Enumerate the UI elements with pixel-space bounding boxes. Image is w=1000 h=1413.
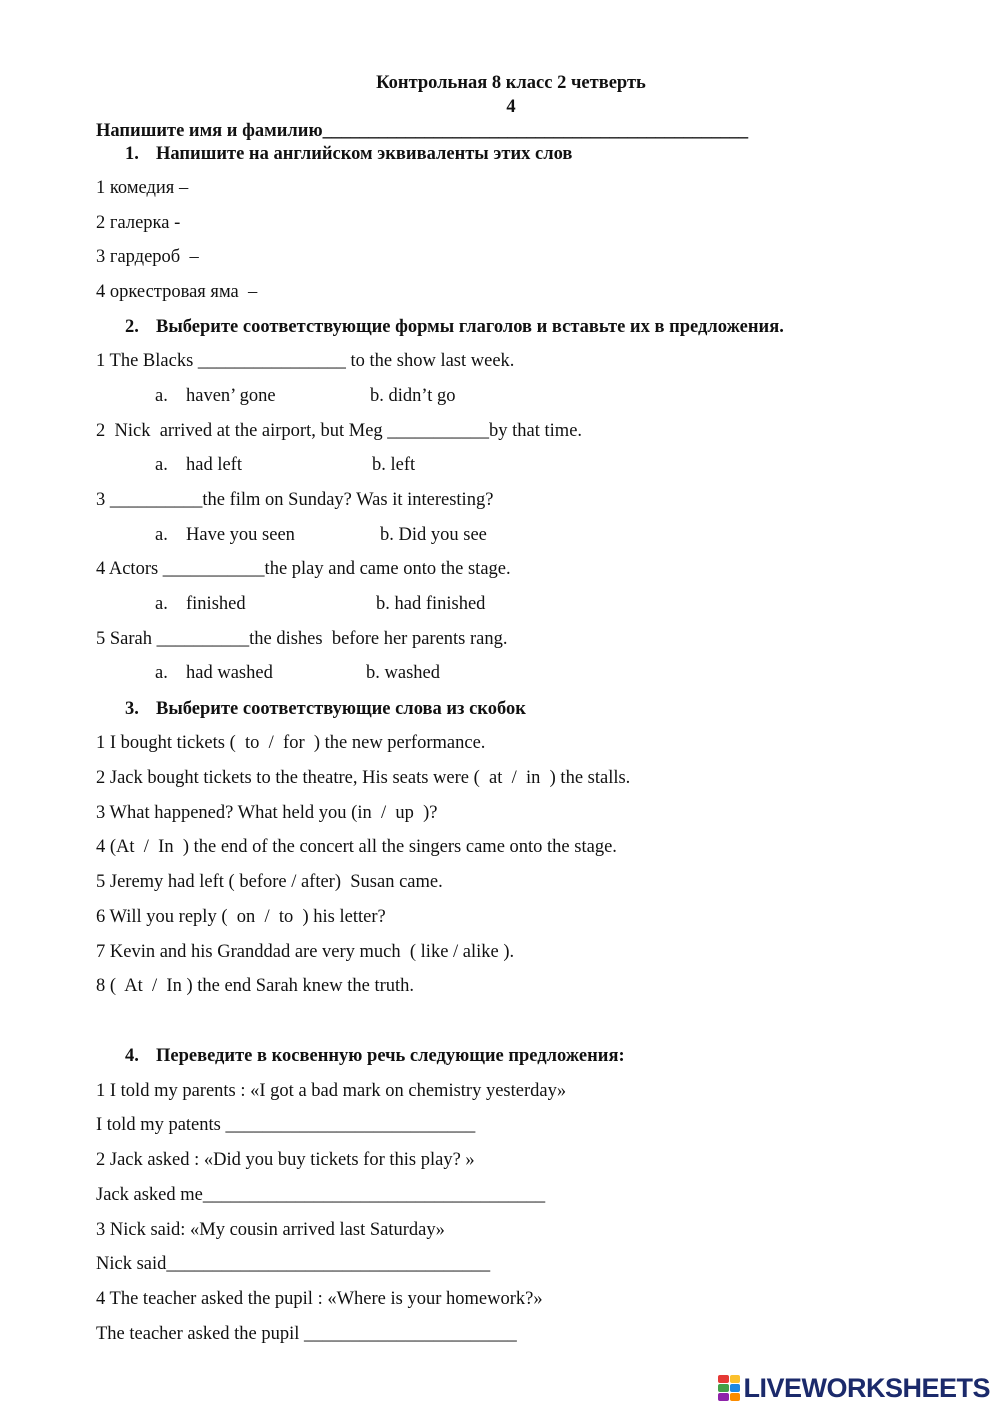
section-4-answer-line: Jack asked me_____________________________________: [96, 1185, 546, 1205]
section-1-item: 3 гардероб –: [96, 247, 199, 267]
section-2-number: 2.: [125, 317, 139, 337]
section-4-answer-line: I told my patents ___________________________: [96, 1115, 476, 1135]
section-2-sentence: 5 Sarah __________the dishes before her parents rang.: [96, 629, 508, 649]
name-prompt: Напишите имя и фамилию______________________________________________: [96, 121, 749, 141]
option-a: finished: [186, 594, 246, 614]
logo-tile: [730, 1375, 741, 1383]
option-a-marker: a.: [155, 663, 168, 683]
liveworksheets-logo: [718, 1373, 990, 1403]
option-a-marker: a.: [155, 594, 168, 614]
liveworksheets-logo-text: LIVEWORKSHEETS: [743, 1372, 990, 1403]
section-4-number: 4.: [125, 1046, 139, 1066]
section-4-heading: [125, 1045, 625, 1067]
section-3-item: 1 I bought tickets ( to / for ) the new performance.: [96, 733, 486, 753]
section-3-item: 5 Jeremy had left ( before / after) Susan came.: [96, 872, 443, 892]
section-2-title: Выберите соответствующие формы глаголов и вставьте их в предложения.: [156, 317, 784, 337]
option-a: haven’ gone: [186, 386, 276, 406]
section-1-item: 2 галерка -: [96, 213, 181, 233]
section-3-title: Выберите соответствующие слова из скобок: [156, 699, 526, 719]
section-4-item: 4 The teacher asked the pupil : «Where is your homework?»: [96, 1289, 543, 1309]
section-4-item: 2 Jack asked : «Did you buy tickets for this play? »: [96, 1150, 475, 1170]
variant-number: 4: [506, 97, 516, 117]
section-1-title: Напишите на английском эквиваленты этих слов: [156, 144, 573, 164]
section-2-heading: [125, 316, 784, 338]
section-3-item: 3 What happened? What held you (in / up )?: [96, 803, 438, 823]
section-2-sentence: 1 The Blacks ________________ to the show last week.: [96, 351, 515, 371]
option-a-marker: a.: [155, 455, 168, 475]
section-2-sentence: 2 Nick arrived at the airport, but Meg ___________by that time.: [96, 421, 583, 441]
option-a-marker: a.: [155, 386, 168, 406]
logo-tile: [718, 1375, 729, 1383]
option-b: b. had finished: [376, 594, 486, 614]
option-a: had left: [186, 455, 242, 475]
section-3-item: 2 Jack bought tickets to the theatre, His seats were ( at / in ) the stalls.: [96, 768, 631, 788]
section-3-heading: [125, 698, 526, 720]
option-a: Have you seen: [186, 525, 295, 545]
logo-tile: [718, 1384, 729, 1392]
section-4-item: 3 Nick said: «My cousin arrived last Saturday»: [96, 1220, 445, 1240]
section-1-item: 1 комедия –: [96, 178, 189, 198]
option-b: b. Did you see: [380, 525, 487, 545]
option-b: b. didn’t go: [370, 386, 456, 406]
section-3-item: 8 ( At / In ) the end Sarah knew the truth.: [96, 976, 415, 996]
section-1-item: 4 оркестровая яма –: [96, 282, 258, 302]
option-b: b. washed: [366, 663, 440, 683]
liveworksheets-logo-icon: [718, 1375, 740, 1401]
worksheet-title: Контрольная 8 класс 2 четверть: [376, 73, 646, 93]
section-4-answer-line: The teacher asked the pupil _______________________: [96, 1324, 517, 1344]
section-3-item: 7 Kevin and his Granddad are very much ( like / alike ).: [96, 942, 515, 962]
section-1-heading: [125, 143, 572, 165]
section-4-title: Переведите в косвенную речь следующие предложения:: [156, 1046, 625, 1066]
section-4-answer-line: Nick said___________________________________: [96, 1254, 491, 1274]
option-a-marker: a.: [155, 525, 168, 545]
logo-tile: [730, 1384, 741, 1392]
section-2-sentence: 3 __________the film on Sunday? Was it interesting?: [96, 490, 494, 510]
logo-tile: [718, 1393, 729, 1401]
section-3-item: 6 Will you reply ( on / to ) his letter?: [96, 907, 386, 927]
section-3-item: 4 (At / In ) the end of the concert all the singers came onto the stage.: [96, 837, 617, 857]
option-b: b. left: [372, 455, 416, 475]
option-a: had washed: [186, 663, 273, 683]
section-2-sentence: 4 Actors ___________the play and came onto the stage.: [96, 559, 511, 579]
section-1-number: 1.: [125, 144, 139, 164]
section-3-number: 3.: [125, 699, 139, 719]
logo-tile: [730, 1393, 741, 1401]
section-4-item: 1 I told my parents : «I got a bad mark on chemistry yesterday»: [96, 1081, 567, 1101]
